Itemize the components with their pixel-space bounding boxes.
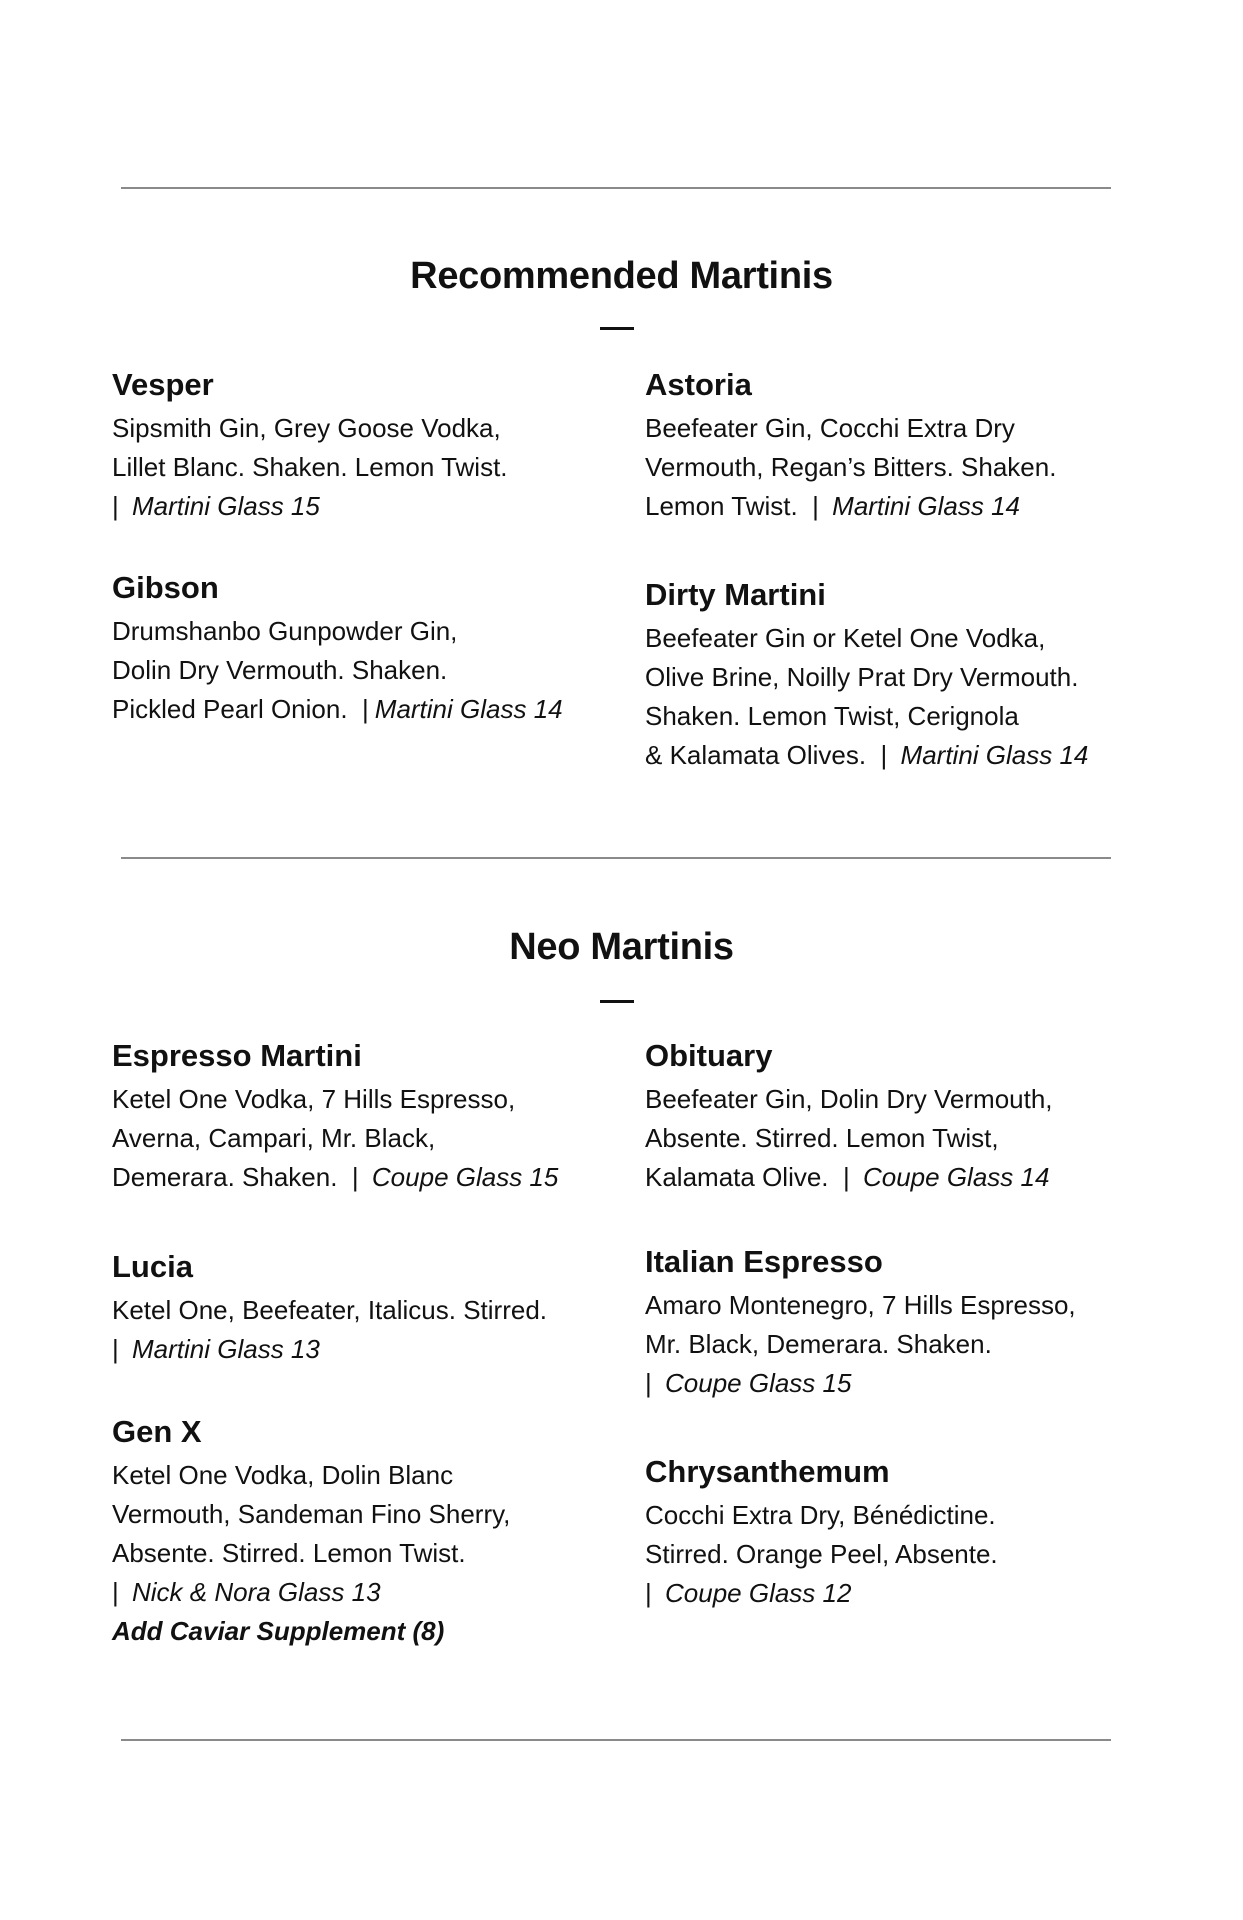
menu-item-dirty-martini xyxy=(645,575,1125,775)
separator: | xyxy=(112,491,119,521)
glass-price: Martini Glass 13 xyxy=(132,1334,320,1364)
bottom-divider xyxy=(121,1739,1111,1741)
item-description: Cocchi Extra Dry, Bénédictine. Stirred. Orange Peel, Absente. | Coupe Glass 12 xyxy=(645,1500,998,1608)
menu-item-astoria xyxy=(645,365,1125,526)
glass-price: Coupe Glass 15 xyxy=(371,1162,559,1192)
glass-price: Coupe Glass 15 xyxy=(665,1368,852,1398)
menu-item-vesper xyxy=(112,365,612,526)
glass-price: Martini Glass 14 xyxy=(832,491,1020,521)
separator: | xyxy=(842,1162,850,1192)
item-name: Vesper xyxy=(112,367,214,402)
item-description: Beefeater Gin, Dolin Dry Vermouth, Absente. Stirred. Lemon Twist, Kalamata Olive. | Coupe Glass 14 xyxy=(645,1084,1053,1192)
menu-item-obituary xyxy=(645,1036,1125,1197)
menu-item-lucia xyxy=(112,1247,612,1369)
item-description: Ketel One Vodka, Dolin Blanc Vermouth, Sandeman Fino Sherry, Absente. Stirred. Lemon Twist. | Nick & Nora Glass 13 Add Caviar Supplement (8) xyxy=(112,1456,612,1651)
item-description: Ketel One, Beefeater, Italicus. Stirred. | Martini Glass 13 xyxy=(112,1295,548,1364)
section-title-recommended: Recommended Martinis xyxy=(410,255,833,297)
separator: | xyxy=(362,694,369,724)
glass-price: Martini Glass 14 xyxy=(374,694,563,724)
separator: | xyxy=(645,1578,652,1608)
title-dash xyxy=(600,327,634,330)
item-name: Astoria xyxy=(645,367,752,402)
separator: | xyxy=(880,740,888,770)
separator: | xyxy=(812,491,819,521)
glass-price: Nick & Nora Glass 13 xyxy=(132,1577,381,1607)
menu-item-gibson xyxy=(112,568,612,729)
item-name: Chrysanthemum xyxy=(645,1454,890,1489)
glass-price: Coupe Glass 14 xyxy=(862,1162,1050,1192)
item-description: Ketel One Vodka, 7 Hills Espresso, Averna, Campari, Mr. Black, Demerara. Shaken. | Coupe Glass 15 xyxy=(112,1084,559,1192)
section-title-neo: Neo Martinis xyxy=(509,926,734,968)
glass-price: Coupe Glass 12 xyxy=(665,1578,852,1608)
separator: | xyxy=(645,1368,652,1398)
item-name: Gen X xyxy=(112,1414,202,1449)
item-name: Italian Espresso xyxy=(645,1244,883,1279)
title-dash xyxy=(600,1000,634,1003)
caviar-supplement: Add Caviar Supplement (8) xyxy=(112,1616,445,1646)
item-description: Sipsmith Gin, Grey Goose Vodka, Lillet Blanc. Shaken. Lemon Twist. | Martini Glass 15 xyxy=(112,413,508,521)
separator: | xyxy=(351,1162,359,1192)
item-name: Obituary xyxy=(645,1038,773,1073)
menu-item-chrysanthemum xyxy=(645,1452,1125,1613)
separator: | xyxy=(112,1334,119,1364)
item-description: Drumshanbo Gunpowder Gin, Dolin Dry Vermouth. Shaken. Pickled Pearl Onion. | Martini Glass 14 xyxy=(112,616,563,724)
item-description: Beefeater Gin or Ketel One Vodka, Olive Brine, Noilly Prat Dry Vermouth. Shaken. Lemon Twist, Cerignola & Kalamata Olives. | Martini Glass 14 xyxy=(645,623,1089,770)
top-divider xyxy=(121,187,1111,189)
item-name: Espresso Martini xyxy=(112,1038,362,1073)
separator: | xyxy=(112,1577,119,1607)
item-description: Beefeater Gin, Cocchi Extra Dry Vermouth, Regan’s Bitters. Shaken. Lemon Twist. | Martini Glass 14 xyxy=(645,413,1057,521)
item-name: Dirty Martini xyxy=(645,577,826,612)
item-name: Gibson xyxy=(112,570,219,605)
menu-item-italian-espresso xyxy=(645,1242,1125,1403)
glass-price: Martini Glass 14 xyxy=(900,740,1089,770)
menu-item-gen-x xyxy=(112,1412,612,1651)
middle-divider xyxy=(121,857,1111,859)
item-name: Lucia xyxy=(112,1249,193,1284)
menu-item-espresso-martini xyxy=(112,1036,612,1197)
item-description: Amaro Montenegro, 7 Hills Espresso, Mr. Black, Demerara. Shaken. | Coupe Glass 15 xyxy=(645,1290,1076,1398)
glass-price: Martini Glass 15 xyxy=(132,491,320,521)
